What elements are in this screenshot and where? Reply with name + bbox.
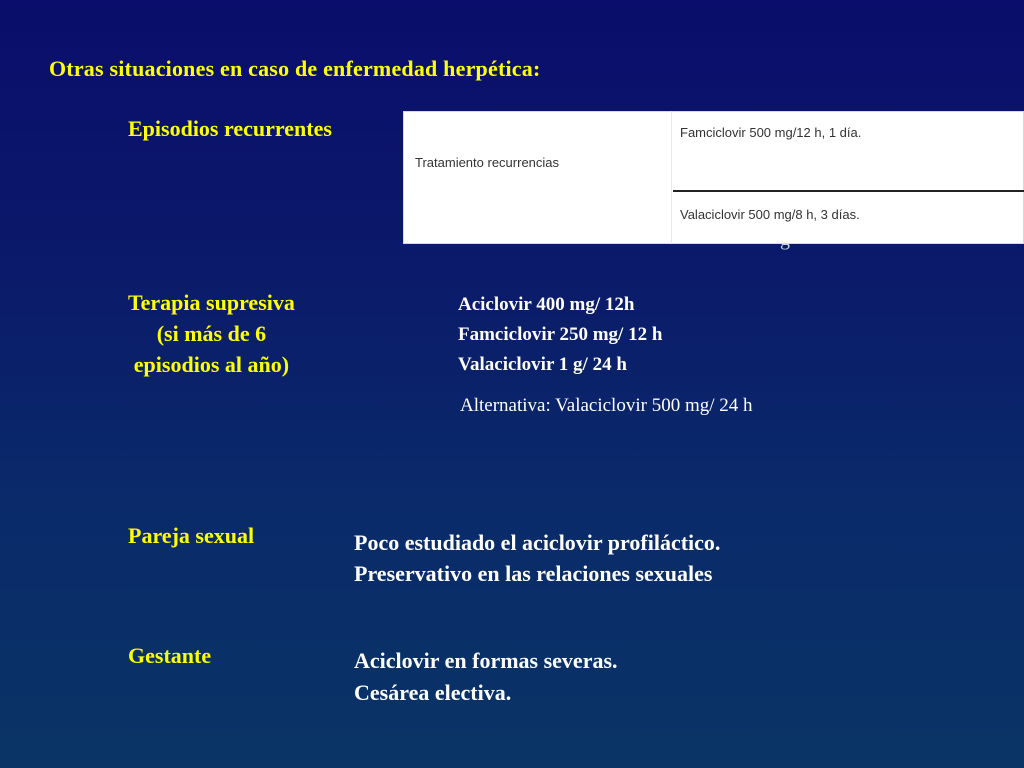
pregnant-text	[354, 645, 618, 709]
suppressive-label-line: episodios al año)	[133, 352, 290, 377]
table-option-valaciclovir: Valaciclovir 500 mg/8 h, 3 días.	[680, 207, 860, 222]
sexual-partner-text	[354, 527, 720, 589]
alternative-regimen: Alternativa: Valaciclovir 500 mg/ 24 h	[460, 395, 753, 416]
pregnant-label: Gestante	[128, 643, 212, 668]
regimen-item: Aciclovir 400 mg/ 12h	[458, 294, 635, 315]
regimen-item: Famciclovir 250 mg/ 12 h	[458, 324, 663, 345]
suppressive-label-line: Terapia supresiva	[128, 290, 295, 315]
table-row-label: Tratamiento recurrencias	[415, 155, 560, 170]
partner-line: Preservativo en las relaciones sexuales	[354, 561, 713, 586]
sexual-partner-label: Pareja sexual	[128, 523, 255, 548]
pregnant-line: Cesárea electiva.	[354, 680, 512, 705]
recurrence-treatment-table	[403, 111, 1024, 244]
pregnant-line: Aciclovir en formas severas.	[354, 648, 618, 673]
table-column-separator	[671, 111, 672, 244]
partner-line: Poco estudiado el aciclovir profiláctico.	[354, 530, 721, 555]
suppressive-therapy-label	[128, 287, 295, 380]
table-divider	[673, 190, 1024, 192]
recurrent-episodes-label: Episodios recurrentes	[128, 116, 332, 141]
table-option-famciclovir: Famciclovir 500 mg/12 h, 1 día.	[680, 125, 862, 140]
slide-title: Otras situaciones en caso de enfermedad herpética:	[49, 56, 541, 81]
suppressive-label-line: (si más de 6	[156, 321, 267, 346]
regimen-item: Valaciclovir 1 g/ 24 h	[458, 354, 627, 375]
suppressive-regimens	[458, 290, 662, 380]
